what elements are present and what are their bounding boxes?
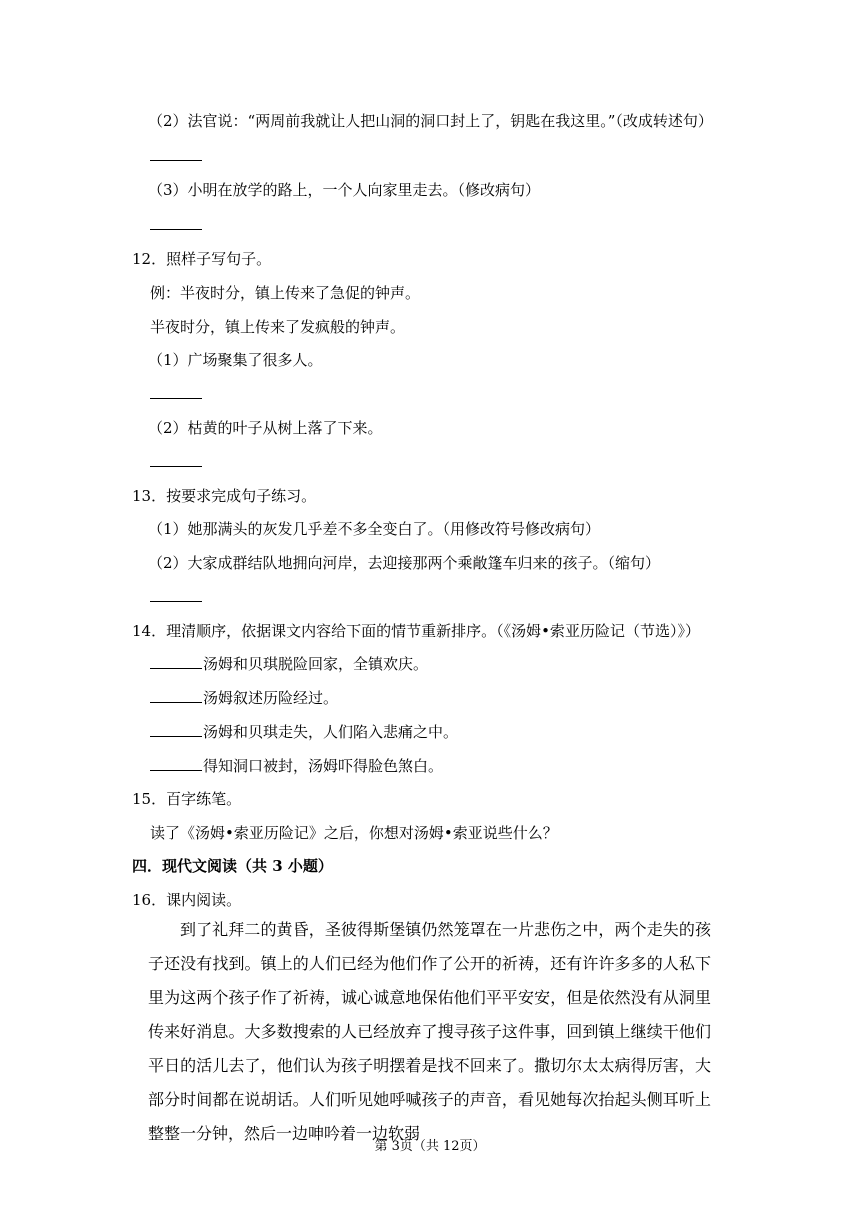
- q15-prompt: 读了《汤姆•索亚历险记》之后，你想对汤姆•索亚说些什么？: [150, 824, 558, 842]
- q12-item1-text: （1）广场聚集了很多人。: [148, 351, 323, 369]
- q12-title: 12．照样子写句子。: [132, 250, 272, 268]
- order-blank[interactable]: [150, 722, 202, 737]
- answer-blank[interactable]: [150, 601, 202, 602]
- q11-item2-text: （2）法官说：“两周前我就让人把山洞的洞口封上了，钥匙在我这里。”（改成转述句）: [148, 112, 713, 130]
- order-blank[interactable]: [150, 654, 202, 669]
- answer-blank[interactable]: [150, 398, 202, 399]
- section-heading: 四．现代文阅读（共 3 小题）: [132, 857, 333, 875]
- q13-title: 13．按要求完成句子练习。: [132, 487, 317, 505]
- answer-blank[interactable]: [150, 160, 202, 161]
- q14-order-item: 得知洞口被封，汤姆吓得脸色煞白。: [150, 756, 443, 776]
- q14-order-item: 汤姆叙述历险经过。: [150, 688, 338, 708]
- q13-item1-text: （1）她那满头的灰发几乎差不多全变白了。（用修改符号修改病句）: [148, 520, 601, 538]
- order-blank[interactable]: [150, 688, 202, 703]
- answer-blank[interactable]: [150, 466, 202, 467]
- q14-order-item: 汤姆和贝琪走失，人们陷入悲痛之中。: [150, 722, 458, 742]
- q15-title: 15．百字练笔。: [132, 790, 242, 808]
- q11-item3-text: （3）小明在放学的路上，一个人向家里走去。（修改病句）: [148, 181, 541, 199]
- reading-passage: 到了礼拜二的黄昏，圣彼得斯堡镇仍然笼罩在一片悲伤之中，两个走失的孩子还没有找到。镇上的人们已经为他们作了公开的祈祷，还有许许多多的人私下里为这两个孩子作了祈祷，诚心诚意地保佑他们平平安安，但是依然没有从洞里传来好消息。大多数搜索的人已经放弃了搜寻孩子这件事，回到镇上继续干他们平日的活儿去了，他们认为孩子明摆着是找不回来了。撒切尔太太病得厉害，大部分时间都在说胡话。人们听见她呼喊孩子的声音，看见她每次抬起头侧耳听上整整一分钟，然后一边呻吟着一边软弱: [148, 920, 711, 1143]
- q16-title: 16．课内阅读。: [132, 891, 242, 909]
- order-blank[interactable]: [150, 756, 202, 771]
- page-footer: 第 3页（共 12页）: [374, 1139, 486, 1154]
- q12-item2-text: （2）枯黄的叶子从树上落了下来。: [148, 419, 383, 437]
- q12-example-line2: 半夜时分，镇上传来了发疯般的钟声。: [150, 318, 406, 336]
- q14-order-item: 汤姆和贝琪脱险回家，全镇欢庆。: [150, 654, 428, 674]
- answer-blank[interactable]: [150, 229, 202, 230]
- q14-title: 14．理清顺序，依据课文内容给下面的情节重新排序。（《汤姆•索亚历险记（节选）》）: [132, 622, 700, 640]
- q13-item2-text: （2）大家成群结队地拥向河岸，去迎接那两个乘敞篷车归来的孩子。（缩句）: [148, 554, 661, 572]
- q12-example-line1: 例：半夜时分，镇上传来了急促的钟声。: [150, 284, 421, 302]
